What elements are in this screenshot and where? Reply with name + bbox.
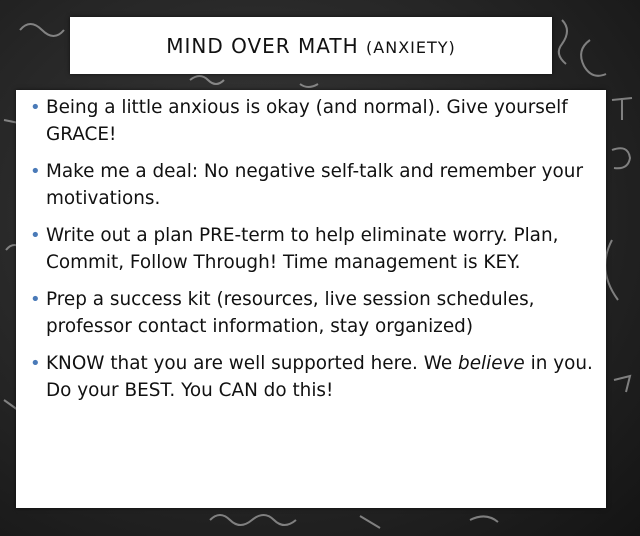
bullet-list — [16, 90, 606, 404]
bullet-icon: • — [30, 97, 41, 118]
title-sub: (ANXIETY) — [366, 37, 456, 57]
bullet-icon: • — [30, 161, 41, 182]
bullet-text-emphasis: believe — [458, 353, 525, 374]
bullet-item — [30, 158, 596, 212]
bullet-item — [30, 222, 596, 276]
slide-title-box — [70, 17, 552, 74]
bullet-text: Being a little anxious is okay (and normal). Give yourself GRACE! — [46, 97, 568, 145]
bullet-icon: • — [30, 353, 41, 374]
bullet-item — [30, 94, 596, 148]
slide-title — [166, 34, 456, 58]
bullet-item — [30, 286, 596, 340]
slide-content-box — [16, 90, 606, 508]
bullet-text: Make me a deal: No negative self-talk and remember your motivations. — [46, 161, 584, 209]
bullet-text-before: KNOW that you are well supported here. We — [46, 353, 459, 374]
bullet-text: Prep a success kit (resources, live session schedules, professor contact information, stay organized) — [46, 289, 535, 337]
bullet-icon: • — [30, 225, 41, 246]
bullet-text: Write out a plan PRE-term to help eliminate worry. Plan, Commit, Follow Through! Time management is KEY. — [46, 225, 559, 273]
bullet-text-after: in you. Do your BEST. You CAN do this! — [46, 353, 593, 401]
title-main: MIND OVER MATH — [166, 33, 359, 58]
bullet-icon: • — [30, 289, 41, 310]
bullet-item — [30, 350, 596, 404]
